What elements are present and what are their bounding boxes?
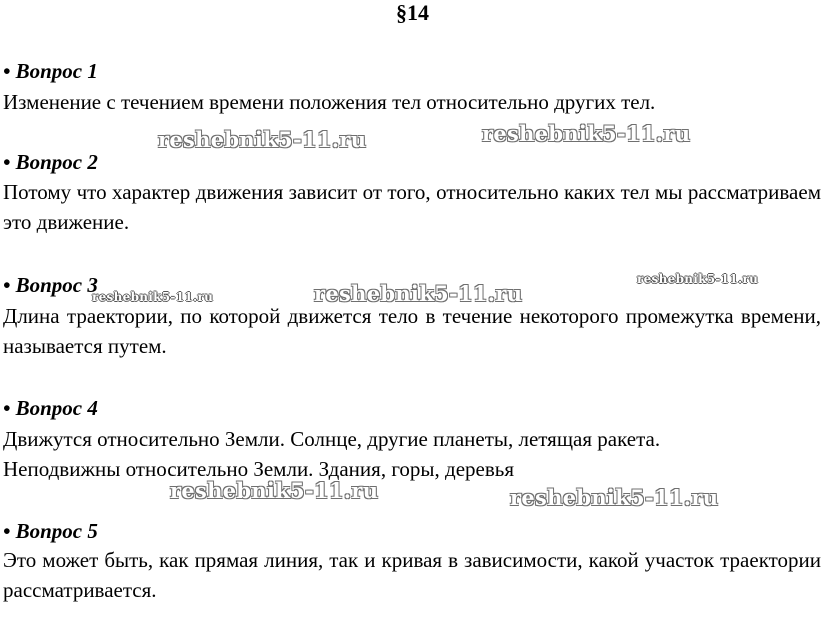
question-4-answer-line-2: Неподвижны относительно Земли. Здания, горы, деревья [3, 457, 514, 481]
watermark: reshebnik5-11.ru [510, 485, 719, 510]
watermark: reshebnik5-11.ru [314, 281, 523, 306]
watermark: reshebnik5-11.ru [92, 290, 214, 304]
question-2-heading: • Вопрос 2 [3, 150, 98, 174]
question-4-heading: • Вопрос 4 [3, 396, 98, 420]
question-5-heading: • Вопрос 5 [3, 519, 98, 543]
question-3-heading: • Вопрос 3 [3, 273, 98, 297]
question-3-answer: Длина траектории, по которой движется тело в течение некоторого промежутка времени, называется путем. [3, 304, 821, 358]
question-4-answer-line-1: Движутся относительно Земли. Солнце, другие планеты, летящая ракета. [3, 427, 661, 451]
question-1-answer: Изменение с течением времени положения тел относительно других тел. [3, 90, 656, 114]
question-5-answer: Это может быть, как прямая линия, так и кривая в зависимости, какой участок траектории рассматривается. [3, 548, 821, 602]
watermark: reshebnik5-11.ru [170, 478, 379, 503]
question-2-answer: Потому что характер движения зависит от того, относительно каких тел мы рассматриваем это движение. [3, 180, 821, 234]
question-1-heading: • Вопрос 1 [3, 59, 98, 83]
watermark: reshebnik5-11.ru [158, 127, 367, 152]
section-title: §14 [396, 0, 429, 25]
watermark: reshebnik5-11.ru [482, 121, 691, 146]
watermark: reshebnik5-11.ru [637, 272, 759, 286]
